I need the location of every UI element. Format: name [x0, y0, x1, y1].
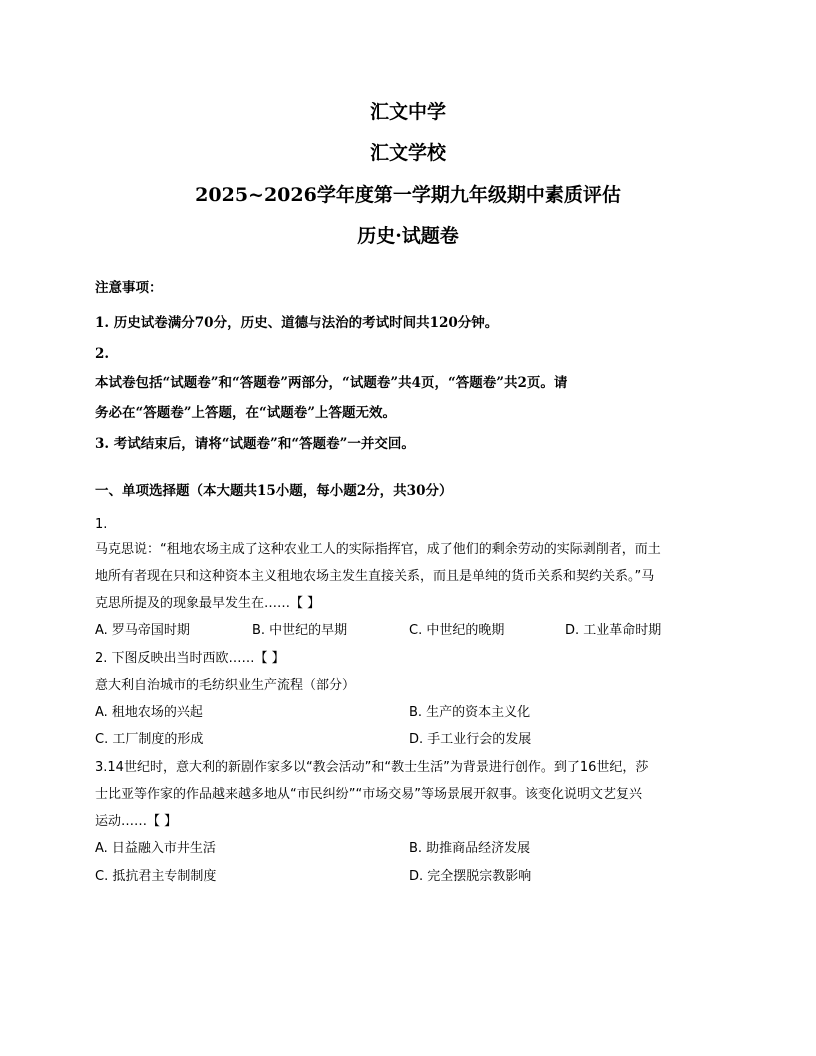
question-1-line: 克思所提及的现象最早发生在……【 】: [95, 596, 321, 611]
question-2-figure-caption: 意大利自治城市的毛纺织业生产流程（部分）: [95, 678, 356, 693]
question-2-option-c: C. 工厂制度的形成: [95, 732, 204, 747]
note-2-line-2: 务必在“答题卷”上答题，在“试题卷”上答题无效。: [95, 405, 397, 421]
school-name-1: 汇文中学: [369, 101, 446, 123]
question-3-option-c: C. 抵抗君主专制制度: [95, 869, 217, 884]
question-3-line: 士比亚等作家的作品越来越多地从“市民纠纷”“市场交易”等场景展开叙事。该变化说明文艺复兴: [95, 787, 642, 802]
note-2-number: 2.: [95, 346, 110, 362]
exam-title: 2025~2026学年度第一学期九年级期中素质评估: [195, 184, 621, 206]
subject-title: 历史·试题卷: [357, 225, 459, 247]
question-3-option-d: D. 完全摆脱宗教影响: [409, 869, 532, 884]
question-1-option-b: B. 中世纪的早期: [252, 623, 348, 638]
question-2-option-d: D. 手工业行会的发展: [409, 732, 532, 747]
question-3-option-b: B. 助推商品经济发展: [409, 841, 531, 856]
question-2-option-a: A. 租地农场的兴起: [95, 705, 203, 720]
school-name-2: 汇文学校: [369, 142, 446, 164]
question-1-option-a: A. 罗马帝国时期: [95, 623, 190, 638]
note-2-line-1: 本试卷包括“试题卷”和“答题卷”两部分，“试题卷”共4页，“答题卷”共2页。请: [95, 375, 568, 391]
note-1: 1. 历史试卷满分70分，历史、道德与法治的考试时间共120分钟。: [95, 315, 499, 331]
question-1-option-c: C. 中世纪的晚期: [409, 623, 505, 638]
question-1-line: 马克思说：“租地农场主成了这种农业工人的实际指挥官，成了他们的剩余劳动的实际剥削者，而土: [95, 542, 661, 557]
question-1-number: 1.: [95, 517, 108, 532]
question-1-option-d: D. 工业革命时期: [565, 623, 662, 638]
section-heading: 一、单项选择题（本大题共15小题，每小题2分，共30分）: [95, 483, 453, 499]
note-3: 3. 考试结束后，请将“试题卷”和“答题卷”一并交回。: [95, 436, 415, 452]
question-2-option-b: B. 生产的资本主义化: [409, 705, 531, 720]
question-3-option-a: A. 日益融入市井生活: [95, 841, 216, 856]
question-1-line: 地所有者现在只和这种资本主义租地农场主发生直接关系，而且是单纯的货币关系和契约关系。”马: [95, 569, 655, 584]
question-3-line: 3.14世纪时，意大利的新剧作家多以“教会活动”和“教士生活”为背景进行创作。到了16世纪，莎: [95, 760, 649, 775]
notes-heading: 注意事项：: [95, 280, 163, 296]
question-2-stem: 2. 下图反映出当时西欧……【 】: [95, 651, 285, 666]
question-3-line: 运动……【 】: [95, 814, 178, 829]
